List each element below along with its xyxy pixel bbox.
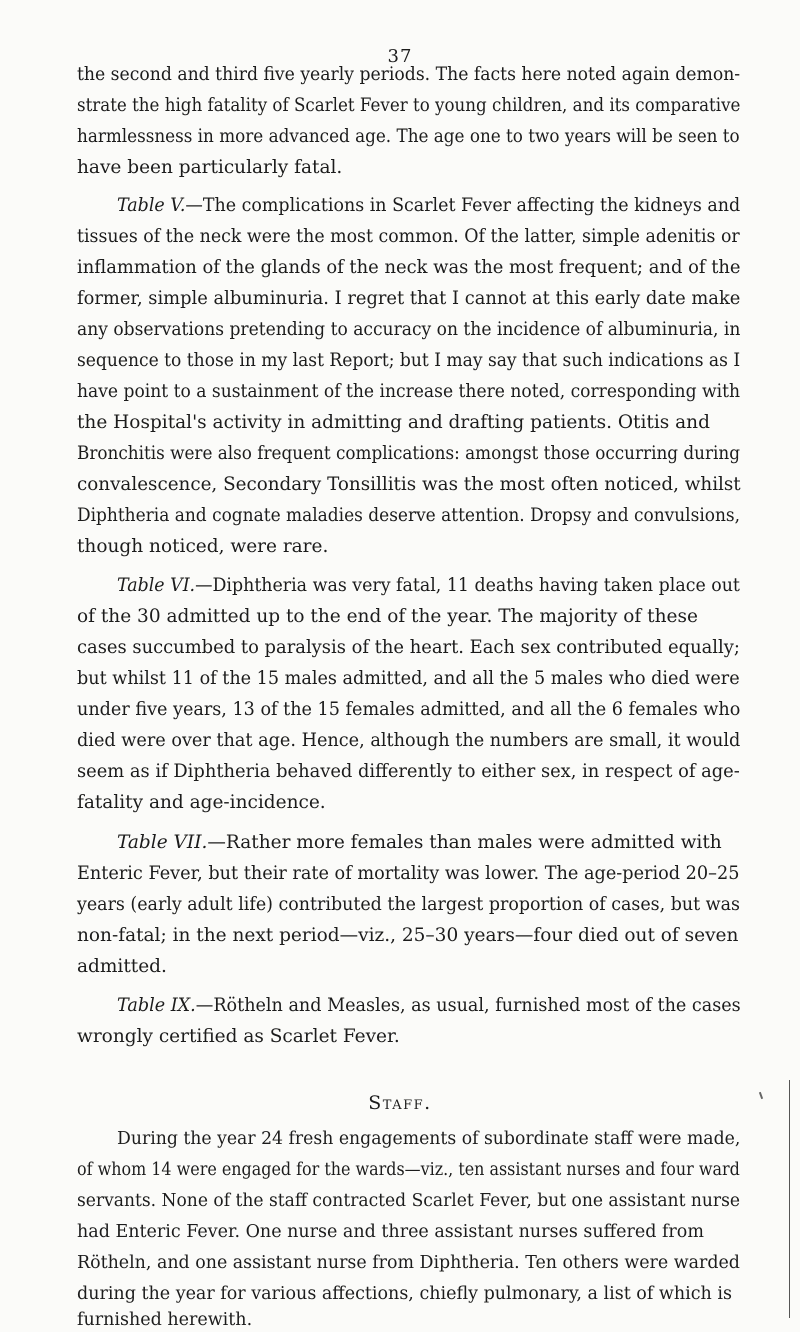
text-line: cases succumbed to paralysis of the heart. Each sex contributed equally; [77, 637, 740, 658]
text-line: Bronchitis were also frequent complications: amongst those occurring during [77, 443, 741, 464]
text-line: but whilst 11 of the 15 males admitted, and all the 5 males who died were [77, 668, 740, 689]
text-line: wrongly certified as Scarlet Fever. [77, 1026, 400, 1047]
section-heading: Staff. [368, 1092, 432, 1114]
text-line: Enteric Fever, but their rate of mortality was lower. The age-period 20–25 [77, 863, 740, 884]
text-line: sequence to those in my last Report; but I may say that such indications as I [77, 350, 741, 371]
text-line: of whom 14 were engaged for the wards—viz., ten assistant nurses and four ward [77, 1160, 740, 1180]
text-line: during the year for various affections, chiefly pulmonary, a list of which is [77, 1284, 732, 1304]
page-number: 37 [387, 46, 413, 67]
text-span: —Rötheln and Measles, as usual, furnished most of the cases [195, 995, 741, 1016]
text-line: non-fatal; in the next period—viz., 25–30 years—four died out of seven [77, 925, 739, 946]
text-line: under five years, 13 of the 15 females admitted, and all the 6 females who [77, 699, 741, 720]
text-span: —Rather more females than males were admitted with [207, 832, 722, 853]
text-line: the Hospital's activity in admitting and drafting patients. Otitis and [77, 412, 710, 433]
text-line [117, 994, 741, 1018]
text-line: During the year 24 fresh engagements of subordinate staff were made, [117, 1129, 741, 1149]
text-span: —The complications in Scarlet Fever affecting the kidneys and [185, 195, 741, 216]
text-line: years (early adult life) contributed the largest proportion of cases, but was [77, 894, 740, 915]
text-line: of the 30 admitted up to the end of the year. The majority of these [77, 606, 698, 627]
table-label: Table VI. [117, 575, 196, 596]
text-line: fatality and age-incidence. [77, 792, 326, 813]
text-line [117, 831, 722, 855]
text-line: have been particularly fatal. [77, 157, 343, 178]
text-line: seem as if Diphtheria behaved differently to either sex, in respect of age- [77, 761, 740, 782]
text-line: harmlessness in more advanced age. The age one to two years will be seen to [77, 126, 740, 147]
table-label: Table VII. [117, 832, 208, 853]
text-line [117, 194, 740, 218]
text-line: admitted. [77, 956, 167, 977]
scan-edge-line [789, 1080, 790, 1318]
text-line: Rötheln, and one assistant nurse from Diphtheria. Ten others were warded [77, 1253, 740, 1273]
text-line: have point to a sustainment of the increase there noted, corresponding with [77, 381, 741, 402]
table-label: Table IX. [117, 995, 196, 1016]
text-line: convalescence, Secondary Tonsillitis was the most often noticed, whilst [77, 474, 741, 495]
text-line: the second and third five yearly periods. The facts here noted again demon- [77, 64, 741, 85]
text-span: —Diphtheria was very fatal, 11 deaths having taken place out [195, 575, 740, 596]
text-line: furnished herewith. [77, 1310, 253, 1330]
text-line: though noticed, were rare. [77, 536, 329, 557]
text-line [117, 574, 740, 598]
text-line: any observations pretending to accuracy on the incidence of albuminuria, in [77, 319, 741, 340]
text-line: former, simple albuminuria. I regret that I cannot at this early date make [77, 288, 741, 309]
text-line: Diphtheria and cognate maladies deserve attention. Dropsy and convulsions, [77, 505, 741, 526]
text-line: had Enteric Fever. One nurse and three assistant nurses suffered from [77, 1222, 704, 1242]
text-line: strate the high fatality of Scarlet Fever to young children, and its comparative [77, 95, 741, 116]
text-line: inflammation of the glands of the neck was the most frequent; and of the [77, 257, 741, 278]
text-line: tissues of the neck were the most common. Of the latter, simple adenitis or [77, 226, 740, 247]
text-line: servants. None of the staff contracted Scarlet Fever, but one assistant nurse [77, 1191, 741, 1211]
text-line: died were over that age. Hence, although the numbers are small, it would [77, 730, 741, 751]
table-label: Table V. [117, 195, 186, 216]
